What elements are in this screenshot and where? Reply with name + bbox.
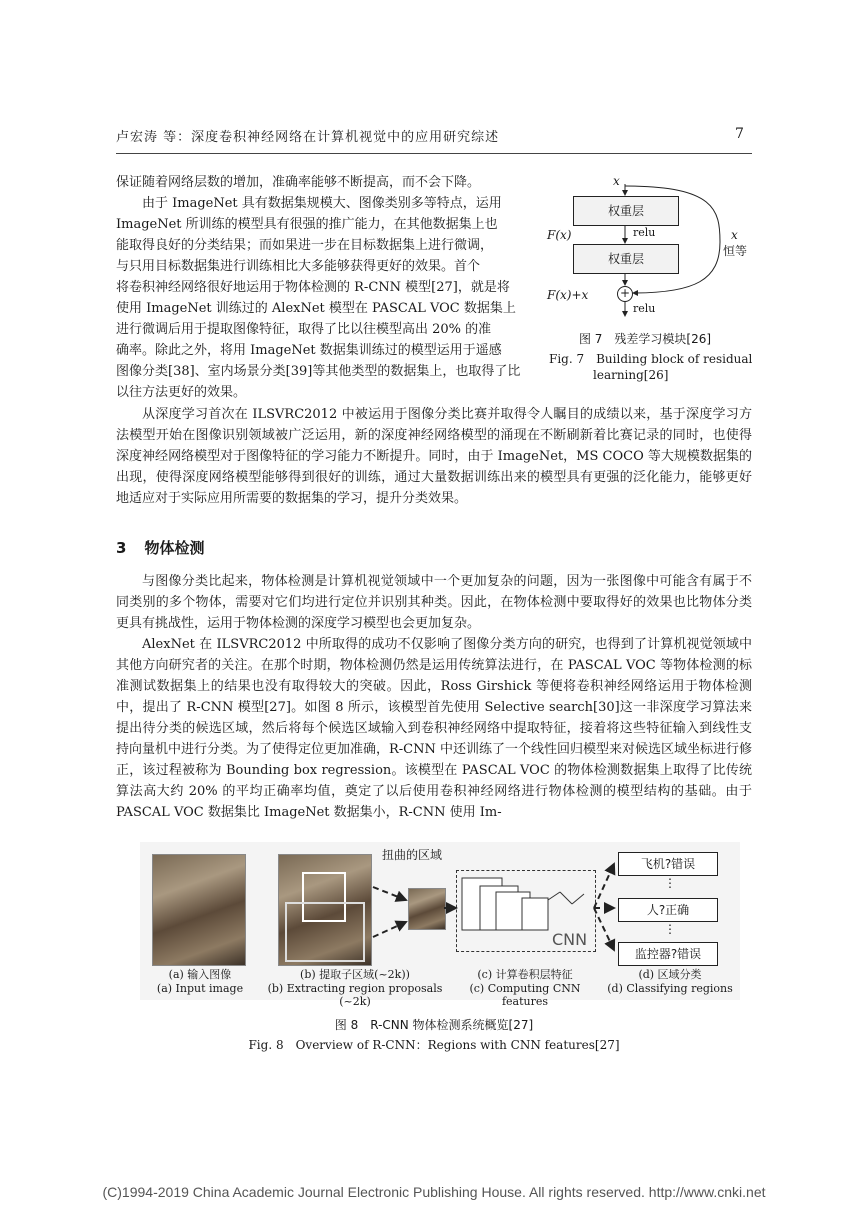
fig8-output-tvmonitor: 监控器?错误 [618,942,718,966]
fig8-sub-d-cn: (d) 区域分类 [638,968,702,981]
paragraph-4: AlexNet 在 ILSVRC2012 中所取得的成功不仅影响了图像分类方向的研究，也得到了计算机视觉领域中其他方向研究者的关注。在那个时期，物体检测仍然是运用传统算法进行，在 PASCAL VOC 等物体检测的标准测试数据集上的结果也没有取得较大的突破。因此，Ross Girshick 等便将卷积神经网络运用于物体检测中，提出了 R-CNN 模型[27]。如图 8 所示，该模型首先使用 Selective search[30]这一非深度学习算法来提出待分类的候选区域，然后将每个候选区域输入到卷积神经网络中提取特征，接着将这些特征输入到线性支持向量机中进行分类。为了使得定位更加准确，R-CNN 中还训练了一个线性回归模型来对候选区域坐标进行修正，该过程被称为 Bounding box regression。该模型在 PASCAL VOC 的物体检测数据集上取得了比传统算法高大约 20% 的平均正确率均值，奠定了以后使用卷积神经网络进行物体检测的模型结构的基础。由于 PASCAL VOC 数据集比 ImageNet 数据集小，R-CNN 使用 Im- [116,637,753,820]
p1-line: 将卷积神经网络很好地运用于物体检测的 R-CNN 模型[27]，就是将 [116,280,510,295]
fig8-sub-b-en: (b) Extracting region proposals (~2k) [267,982,443,1008]
p1-line: 能取得良好的分类结果；而如果进一步在目标数据集上进行微调， [116,238,494,253]
section-number: 3 [116,539,127,557]
p1-line: 进行微调后用于提取图像特征，取得了比以往模型高出 20% 的准 [116,322,492,337]
fig7-weight-layer-2: 权重层 [573,244,679,274]
fig7-fx-label: F(x) [547,228,572,242]
fig7-identity-x: x [731,228,738,242]
fig8-caption-cn: 图 8 R-CNN 物体检测系统概览[27] [334,1018,534,1032]
fig8-sub-c-en: (c) Computing CNN features [469,982,581,1008]
paragraph-1 [116,172,530,403]
fig8-sub-a-cn: (a) 输入图像 [168,968,232,981]
fig7-caption-cn: 图 7 残差学习模块[26] [578,332,712,346]
fig7-identity-label: 恒等 [723,244,748,258]
p1-line: ImageNet 所训练的模型具有很强的推广能力，在其他数据集上也 [116,217,498,232]
fig7-input-x: x [613,174,620,188]
figure-7 [545,170,755,390]
fig7-caption-en-2: learning[26] [593,368,669,382]
fig7-add-node: + [617,286,633,302]
fig8-output-aeroplane: 飞机?错误 [618,852,718,876]
paragraph-2: 从深度学习首次在 ILSVRC2012 中被运用于图像分类比赛并取得令人瞩目的成绩以来，基于深度学习方法模型开始在图像识别领域被广泛运用，新的深度神经网络模型的涌现在不断刷新着比赛记录的同时，也使得深度神经网络模型对于图像特征的学习能力不断提升。同时，由于 ImageNet，MS COCO 等大规模数据集的出现，使得深度网络模型能够得到很好的训练，通过大量数据训练出来的模型具有更强的泛化能力，能够更好地适应对于实际应用所需要的数据集的学习，提升分类效果。 [116,407,752,506]
header-rule [116,153,752,154]
p1-line: 由于 ImageNet 具有数据集规模大、图像类别多等特点，运用 [142,196,502,211]
fig8-sub-d-en: (d) Classifying regions [607,982,733,995]
fig8-sub-b-cn: (b) 提取子区域(~2k)) [300,968,410,981]
fig8-output-person: 人?正确 [618,898,718,922]
copyright-footer: (C)1994-2019 China Academic Journal Electronic Publishing House. All rights reserved. http://www.cnki.net [102,1184,766,1200]
fig8-sub-c-cn: (c) 计算卷积层特征 [477,968,573,981]
fig8-vdots: ⋮ [664,876,676,890]
fig8-caption-en: Fig. 8 Overview of R-CNN：Regions with CNN features[27] [248,1038,620,1052]
p1-line: 与只用目标数据集进行训练相比大多能够获得更好的效果。首个 [116,259,481,274]
fig7-relu-1: relu [633,226,656,239]
paragraph-3: 与图像分类比起来，物体检测是计算机视觉领域中一个更加复杂的问题，因为一张图像中可能含有属于不同类别的多个物体，需要对它们均进行定位并识别其种类。因此，在物体检测中要取得好的效果也比物体分类更具有挑战性，运用于物体检测的深度学习模型也会更加复杂。 [116,574,752,631]
section-title: 物体检测 [144,539,205,557]
fig7-weight-layer-1: 权重层 [573,196,679,226]
fig7-fx-plus-x-label: F(x)+x [547,288,589,302]
page-number: 7 [735,126,744,142]
running-title: 卢宏涛 等：深度卷积神经网络在计算机视觉中的应用研究综述 [116,130,500,145]
fig7-caption-en-1: Fig. 7 Building block of residual [549,352,753,366]
fig8-warped-label: 扭曲的区域 [382,848,443,862]
fig7-relu-2: relu [633,302,656,315]
p1-line: 图像分类[38]、室内场景分类[39]等其他类型的数据集上，也取得了比 [116,364,521,379]
fig8-vdots: ⋮ [664,922,676,936]
figure-8 [140,842,740,1008]
fig8-cnn-label: CNN [552,930,588,949]
section-heading [116,537,204,558]
p1-line: 保证随着网络层数的增加，准确率能够不断提高，而不会下降。 [116,175,481,190]
p1-line: 确率。除此之外，将用 ImageNet 数据集训练过的模型运用于遥感 [116,343,502,358]
fig8-sub-a-en: (a) Input image [156,982,244,995]
p1-line: 使用 ImageNet 训练过的 AlexNet 模型在 PASCAL VOC 数据集上 [116,301,516,316]
p1-line: 以往方法更好的效果。 [116,385,247,400]
